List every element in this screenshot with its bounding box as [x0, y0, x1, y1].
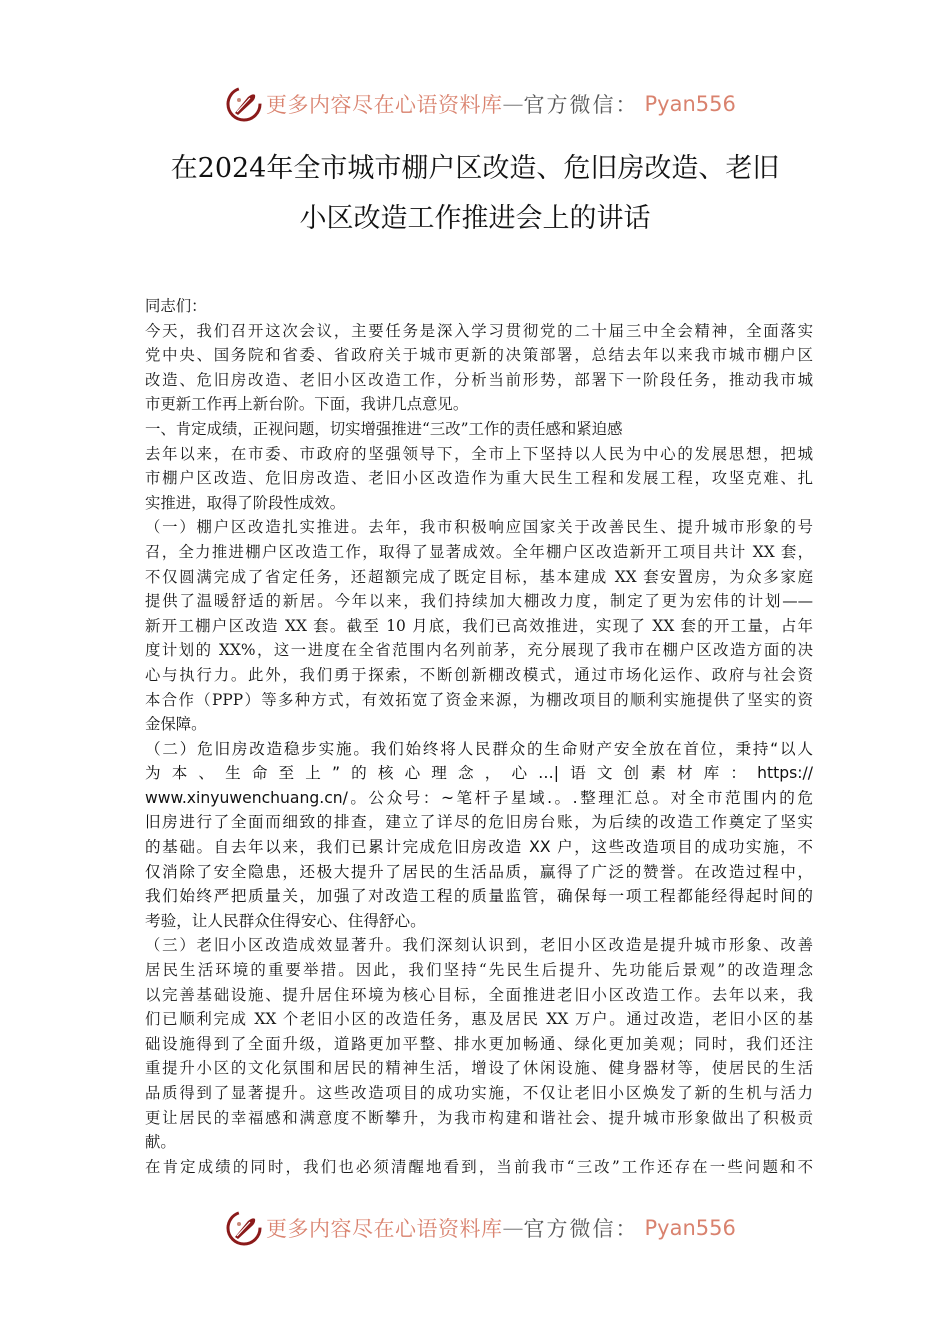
body-line: 为本、生命至上”的核心理念，心…|语文创素材库：https://	[145, 764, 813, 783]
body-line: 改造、危旧房改造、老旧小区改造工作，分析当前形势，部署下一阶段任务，推动我市城	[145, 370, 813, 389]
body-line: 考验，让人民群众住得安心、住得舒心。	[145, 911, 426, 930]
document-body	[145, 294, 813, 1179]
document-title-line-1: 在2024年全市城市棚户区改造、危旧房改造、老旧	[170, 153, 780, 184]
banner-dash: —	[502, 1216, 524, 1240]
body-line: 以完善基础设施、提升居住环境为核心目标，全面推进老旧小区改造工作。去年以来，我	[145, 985, 813, 1004]
quill-pen-logo-icon	[226, 86, 262, 122]
body-line: 更让居民的幸福感和满意度不断攀升，为我市构建和谐社会、提升城市形象做出了积极贡	[145, 1108, 813, 1127]
body-line: 仅消除了安全隐患，还极大提升了居民的生活品质，赢得了广泛的赞誉。在改造过程中，	[145, 862, 813, 881]
body-line: 品质得到了显著提升。这些改造项目的成功实施，不仅让老旧小区焕发了新的生机与活力	[145, 1084, 813, 1102]
body-line: 我们始终严把质量关，加强了对改造工程的质量监管，确保每一项工程都能经得起时间的	[145, 887, 813, 906]
body-line: （三）老旧小区改造成效显著升。我们深刻认识到，老旧小区改造是提升城市形象、改善	[145, 936, 813, 955]
banner-wechat-label: 官方微信：	[523, 1217, 639, 1241]
body-line: www.xinyuwenchuang.cn/。公众号：~笔杆子星域.。.整理汇总。对全市范围内的危	[145, 788, 813, 807]
body-line: 旧房进行了全面而细致的排查，建立了详尽的危旧房台账，为后续的改造工作奠定了坚实	[145, 813, 813, 832]
body-line: 重提升小区的文化氛围和居民的精神生活，增设了休闲设施、健身器材等，使居民的生活	[145, 1059, 813, 1078]
body-line: 新开工棚户区改造 XX 套。截至 10 月底，我们已高效推进，实现了 XX 套的开工量，占年	[145, 616, 813, 635]
body-line: 献。	[145, 1133, 176, 1152]
banner-wechat-id: Pyan556	[644, 1216, 736, 1240]
body-line: 召，全力推进棚户区改造工作，取得了显著成效。全年棚户区改造新开工项目共计 XX 套，	[145, 542, 813, 561]
body-line: 去年以来，在市委、市政府的坚强领导下，全市上下坚持以人民为中心的发展思想，把城	[145, 444, 813, 463]
body-line: 的基础。自去年以来，我们已累计完成危旧房改造 XX 户，这些改造项目的成功实施，不	[145, 838, 813, 857]
banner-wechat-label: 官方微信：	[523, 93, 639, 117]
body-line: 本合作（PPP）等多种方式，有效拓宽了资金来源，为棚改项目的顺利实施提供了坚实的资	[145, 690, 813, 709]
banner-wechat-id: Pyan556	[644, 92, 736, 116]
body-line: 市棚户区改造、危旧房改造、老旧小区改造作为重大民生工程和发展工程，攻坚克难、扎	[145, 469, 813, 488]
banner-dash: —	[502, 92, 524, 116]
body-line: （一）棚户区改造扎实推进。去年，我市积极响应国家关于改善民生、提升城市形象的号	[145, 518, 813, 537]
body-line: 心与执行力。此外，我们勇于探索，不断创新棚改模式，通过市场化运作、政府与社会资	[145, 665, 813, 684]
banner-main-text: 更多内容尽在心语资料库	[266, 1217, 503, 1241]
body-line: 党中央、国务院和省委、省政府关于城市更新的决策部署，总结去年以来我市城市棚户区	[145, 346, 813, 365]
body-line: 今天，我们召开这次会议，主要任务是深入学习贯彻党的二十届三中全会精神，全面落实	[145, 321, 813, 340]
body-line: 市更新工作再上新台阶。下面，我讲几点意见。	[145, 395, 469, 414]
body-line: 度计划的 XX%，这一进度在全省范围内名列前茅，充分展现了我市在棚户区改造方面的决	[145, 641, 813, 660]
banner-main-text: 更多内容尽在心语资料库	[266, 93, 503, 117]
document-title-line-2: 小区改造工作推进会上的讲话	[299, 203, 651, 234]
body-line: 础设施得到了全面升级，道路更加平整、排水更加畅通、绿化更加美观；同时，我们还注	[145, 1034, 813, 1053]
footer-watermark-banner	[226, 1208, 736, 1248]
salutation: 同志们：	[145, 297, 207, 315]
header-watermark-banner	[226, 84, 736, 124]
body-line: （二）危旧房改造稳步实施。我们始终将人民群众的生命财产安全放在首位，秉持“以人	[145, 739, 813, 758]
body-line: 金保障。	[145, 715, 207, 734]
body-line: 提供了温暖舒适的新居。今年以来，我们持续加大棚改力度，制定了更为宏伟的计划——	[145, 592, 813, 611]
body-line: 实推进，取得了阶段性成效。	[145, 493, 346, 512]
body-line: 不仅圆满完成了省定任务，还超额完成了既定目标，基本建成 XX 套安置房，为众多家庭	[145, 567, 813, 586]
body-line: 居民生活环境的重要举措。因此，我们坚持“先民生后提升、先功能后景观”的改造理念	[145, 961, 813, 980]
quill-pen-logo-icon	[226, 1210, 262, 1246]
body-line: 们已顺利完成 XX 个老旧小区的改造任务，惠及居民 XX 万户。通过改造，老旧小区的基	[145, 1010, 813, 1029]
section-heading-1: 一、肯定成绩，正视问题，切实增强推进“三改”工作的责任感和紧迫感	[145, 419, 623, 438]
body-line: 在肯定成绩的同时，我们也必须清醒地看到，当前我市“三改”工作还存在一些问题和不	[145, 1157, 813, 1176]
